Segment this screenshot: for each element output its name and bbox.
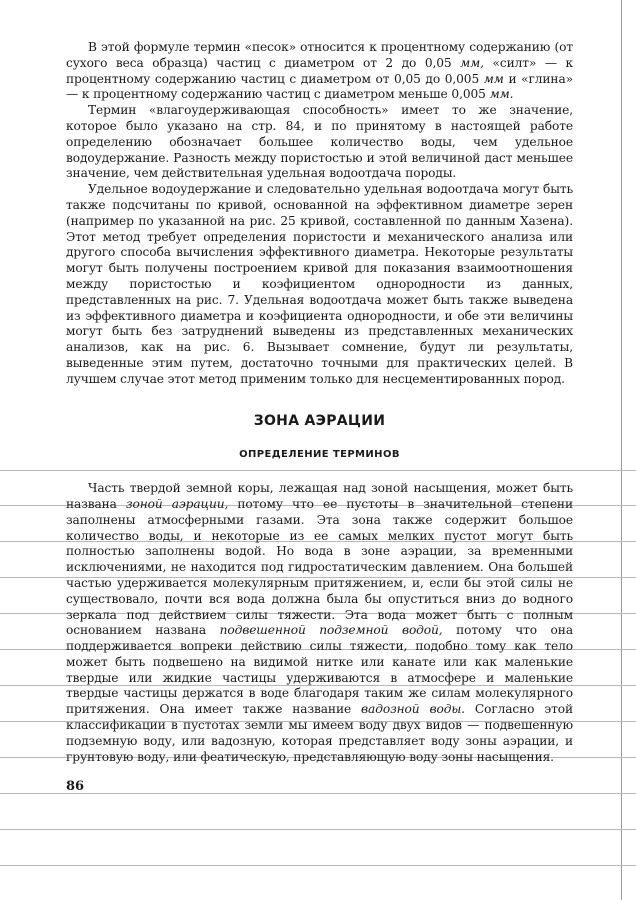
text-run: и «глина» — к процентному содержанию частиц с диаметром меньше 0,005 — [66, 71, 573, 102]
paragraph — [66, 103, 573, 182]
text-run: Удельное водоудержание и следовательно удельная водоотдача могут быть также подсчитаны по кривой, основанной на эффективном диаметре зерен (например по указанной на рис. 25 кривой, составленной по данным Хазена). Этот метод требует определения пористости и механического анализа или другого способа вычисления эффективного диаметра. Некоторые результаты могут быть получены построением кривой для показания взаимоотношения между пористостью и коэфициентом однородности из данных, представленных на рис. 7. Удельная водоотдача может быть также выведена из эффективного диаметра и коэфициента однородности, и обе эти величины могут быть без затруднений выведены из представленных механических анализов, как на рис. 6. Вызывает сомнение, будут ли результаты, выведенные этим путем, достаточно точными для практических целей. В лучшем случае этот метод применим только для несцементированных пород. — [66, 182, 573, 386]
italic-term: зоной аэрации, — [125, 496, 229, 511]
page-edge-line — [621, 0, 622, 900]
scan-rule — [0, 865, 636, 866]
paragraph — [66, 182, 573, 387]
paragraph — [66, 481, 573, 765]
bottom-text-block — [66, 481, 573, 765]
text-run: потому что она поддерживается вопреки действию силы тяжести, подобно тому как тело может быть подвешено на видимой нитке или канате или как маленькие твердые или жидкие частицы удерживаются в атмосфере и маленькие твердые частицы держатся в воде благодаря таким же силам молекулярного притяжения. Она имеет также название — [66, 623, 573, 717]
book-page — [66, 40, 573, 795]
scan-rule — [0, 829, 636, 830]
text-run: Согласно этой классификации в пустотах земли мы имеем воду двух видов — подвешенную подземную воду, или вадозную, которая представляет воду зоны аэрации, и грунтовую воду, или феатическую, представляющую воду зоны насыщения. — [66, 702, 573, 764]
italic-term: вадозной воды. — [361, 702, 465, 717]
text-run: Часть твердой земной коры, лежащая над зоной насыщения, может быть названа — [66, 481, 573, 511]
italic-term: подвешенной подземной водой, — [219, 623, 443, 638]
italic-term: мм, — [460, 55, 484, 70]
section-heading: ЗОНА АЭРАЦИИ — [253, 412, 386, 429]
subsection-heading: ОПРЕДЕЛЕНИЕ ТЕРМИНОВ — [239, 449, 400, 461]
text-run: потому что ее пустоты в значительной степени заполнены атмосферными газами. Эта зона также содержит большое количество воды, и некоторые из ее самых мелких пустот могут быть полностью заполнены водой. Но вода в зоне аэрации, за временными исключениями, не находится под гидростатическим давлением. Она большей частью удерживается молекулярным притяжением, и, если бы этой силы не существовало, почти вся вода должна была бы опуститься вниз до водного зеркала под действием силы тяжести. Эта вода может быть с полным основанием названа — [66, 496, 573, 638]
page-number: 86 — [66, 779, 84, 795]
italic-term: мм — [483, 71, 504, 86]
text-run: «силт» — к процентному содержанию частиц с диаметром от 0,05 до 0,005 — [66, 55, 573, 86]
text-run: Термин «влагоудерживающая способность» имеет то же значение, которое было указано на стр. 84, и по принятому в настоящей работе определению обозначает большее количество воды, чем удельное водоудержание. Разность между пористостью и этой величиной даст меньшее значение, чем действительная удельная водоотдача породы. — [66, 103, 573, 181]
top-text-block — [66, 40, 573, 388]
italic-term: мм. — [489, 87, 514, 102]
text-run: В этой формуле термин «песок» относится к процентному содержанию (от сухого веса образца) частиц с диаметром от 2 до 0,05 — [66, 40, 573, 70]
paragraph — [66, 40, 573, 103]
